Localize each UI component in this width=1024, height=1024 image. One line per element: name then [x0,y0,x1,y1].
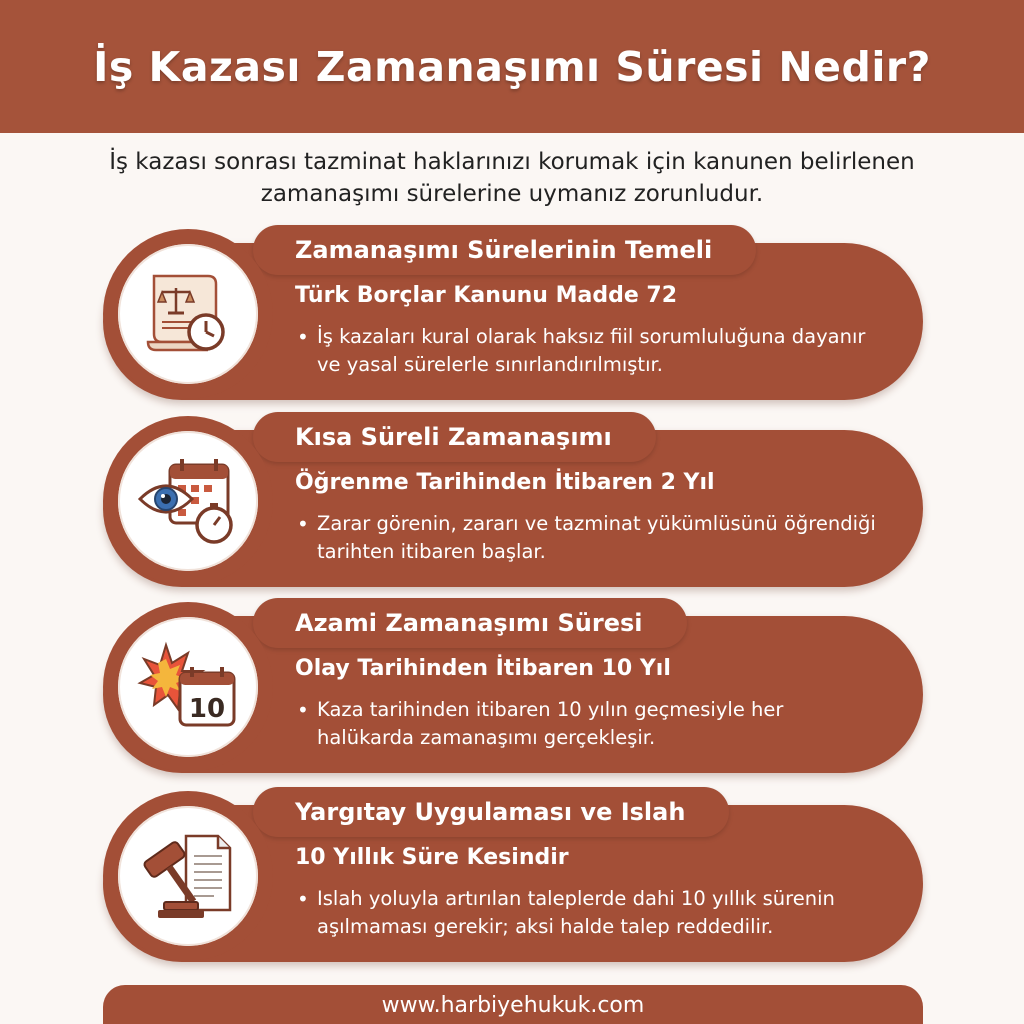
icon-ring [103,602,273,772]
gavel-document-icon [118,806,258,946]
card-subtitle: 10 Yıllık Süre Kesindir [295,845,569,870]
card-title: Kısa Süreli Zamanaşımı [295,423,612,451]
card-title-tab [253,787,729,837]
header-banner [0,0,1024,133]
card-title-tab [253,225,756,275]
page-title: İş Kazası Zamanaşımı Süresi Nedir? [93,42,931,91]
card-description: • Zarar görenin, zararı ve tazminat yükümlüsünü öğrendiği tarihten itibaren başlar. [295,510,885,566]
icon-ring [103,416,273,586]
card-yargitay [103,787,923,962]
icon-ring [103,791,273,961]
footer-bar [103,985,923,1024]
calendar-number: 10 [188,694,226,724]
card-title-tab [253,412,656,462]
card-description: • Kaza tarihinden itibaren 10 yılın geçmesiyle her halükarda zamanaşımı gerçekleşir. [295,696,885,752]
card-title: Azami Zamanaşımı Süresi [295,609,643,637]
card-title: Zamanaşımı Sürelerinin Temeli [295,236,713,264]
card-short-limitation [103,412,923,587]
card-subtitle: Olay Tarihinden İtibaren 10 Yıl [295,656,671,681]
website-link[interactable]: www.harbiyehukuk.com [381,993,645,1018]
card-legal-basis [103,225,923,400]
card-subtitle: Türk Borçlar Kanunu Madde 72 [295,283,678,308]
card-description: • İş kazaları kural olarak haksız fiil sorumluluğuna dayanır ve yasal sürelerle sınırlandırılmıştır. [295,323,885,379]
explosion-calendar-icon [118,617,258,757]
card-title-tab [253,598,687,648]
card-description: • Islah yoluyla artırılan taleplerde dahi 10 yıllık sürenin aşılmaması gerekir; aksi halde talep reddedilir. [295,885,885,941]
card-subtitle: Öğrenme Tarihinden İtibaren 2 Yıl [295,470,715,495]
law-scroll-clock-icon [118,244,258,384]
eye-calendar-stopwatch-icon [118,431,258,571]
card-title: Yargıtay Uygulaması ve Islah [295,798,686,826]
card-max-limitation [103,598,923,773]
icon-ring [103,229,273,399]
intro-text: İş kazası sonrası tazminat haklarınızı korumak için kanunen belirlenen zamanaşımı sürelerine uymanız zorunludur. [109,149,915,207]
